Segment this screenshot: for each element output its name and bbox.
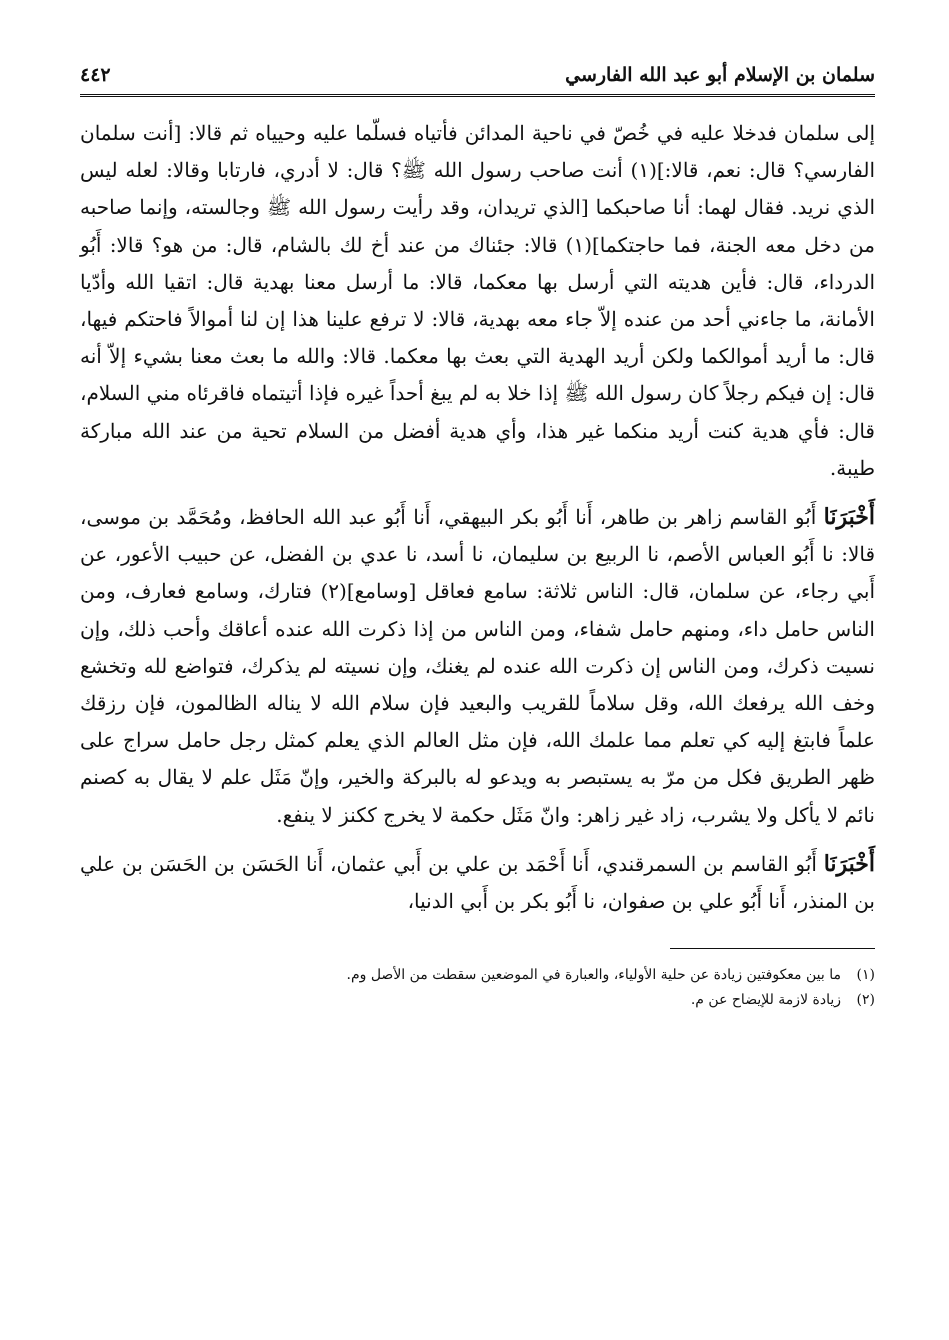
paragraph-text: أَبُو القاسم زاهر بن طاهر، أَنا أَبُو بكر البيهقي، أَنا أَبُو عبد الله الحافظ، ومُحَمَّد بن موسى، قالا: نا أَبُو العباس الأصم، نا الربيع بن سليمان، نا أسد، نا عدي بن الفضل، عن حبيب الأعور، عن أَبي رجاء، عن سلمان، قال: الناس ثلاثة: سامع فعاقل [وسامع](٢) فتارك، وسامع فعارف، ومن الناس حامل داء، ومنهم حامل شفاء، ومن الناس من إذا ذكرت الله عنده أعاقك وأحب ذلك، وإن نسيت ذكرك، ومن الناس إن ذكرت الله عنده لم يغنك، وإن نسيته لم يذكرك، فتواضع لله وتخشع وخف الله يرفعك الله، وقل سلاماً للقريب والبعيد فإن سلام الله لا يناله الظالمون، فإن رزقك علماً فابتغ إليه كي تعلم مما علمك الله، فإن مثل العالم الذي يعلم كمثل رجل حامل سراج على ظهر الطريق فكل من مرّ به يستبصر به ويدعو له بالبركة والخير، وإنّ مَثَل علم لا يقال به كصنم نائم لا يأكل ولا يشرب، زاد غير زاهر: وانّ مَثَل حكمة لا يخرج ككنز لا ينفع.: [80, 505, 875, 827]
footnote-number: (١): [856, 967, 875, 984]
footnote-text: زيادة لازمة للإيضاح عن م.: [690, 992, 841, 1009]
main-text: [80, 115, 875, 920]
paragraph-text: أَبُو القاسم بن السمرقندي، أَنا أَحْمَد بن علي بن أَبي عثمان، أَنا الحَسَن بن الحَسَن بن علي بن المنذر، أَنا أَبُو علي بن صفوان، نا أَبُو بكر بن أَبي الدنيا،: [80, 851, 875, 914]
header-rule: [80, 94, 875, 97]
page-number: ٤٤٢: [80, 64, 111, 86]
footnote-rule: [670, 948, 875, 949]
footnote: [80, 988, 875, 1013]
footnote-text: ما بين معكوفتين زيادة عن حلية الأولياء، والعبارة في الموضعين سقطت من الأصل وم.: [346, 967, 841, 984]
running-header: [80, 60, 875, 94]
book-page: [80, 60, 875, 1013]
paragraph: [80, 846, 875, 920]
footnote-number: (٢): [856, 992, 875, 1009]
paragraph-lead: أَخْبَرَنَا: [823, 850, 876, 877]
header-title: سلمان بن الإسلام أبو عبد الله الفارسي: [565, 64, 875, 86]
footnotes: [80, 963, 875, 1013]
paragraph: [80, 499, 875, 834]
paragraph: [80, 115, 875, 487]
paragraph-lead: أَخْبَرَنَا: [823, 504, 875, 531]
paragraph-text: إلى سلمان فدخلا عليه في خُصّ في ناحية المدائن فأتياه فسلّما عليه وحيياه ثم قالا: [أنت سلمان الفارسي؟ قال: نعم، قالا:](١) أنت صاحب رسول الله ﷺ؟ قال: لا أدري، فارتابا وقالا: لعله ليس الذي نريد. فقال لهما: أنا صاحبكما [الذي تريدان، وقد رأيت رسول الله ﷺ وجالسته، وإنما صاحبه من دخل معه الجنة، فما حاجتكما](١) قالا: جئناك من عند أخ لك بالشام، قال: من هو؟ قالا: أَبُو الدرداء، قال: فأين هديته التي أرسل بها معكما، قالا: ما أرسل معنا بهدية قال: اتقيا الله وأدّيا الأمانة، ما جاءني أحد من عنده إلاّ جاء معه بهدية، قالا: لا ترفع علينا هذا إن لنا أموالاً فاحتكم فيها، قال: ما أريد أموالكما ولكن أريد الهدية التي بعث بها معكما. قالا: والله ما بعث معنا بشيء إلاّ أنه قال: إن فيكم رجلاً كان رسول الله ﷺ إذا خلا به لم يبغ أحداً غيره فإذا أتيتماه فاقرئاه مني السلام، قال: فأي هدية كنت أريد منكما غير هذا، وأي هدية أفضل من السلام تحية من عند الله مباركة طيبة.: [80, 121, 875, 480]
footnote: [80, 963, 875, 988]
